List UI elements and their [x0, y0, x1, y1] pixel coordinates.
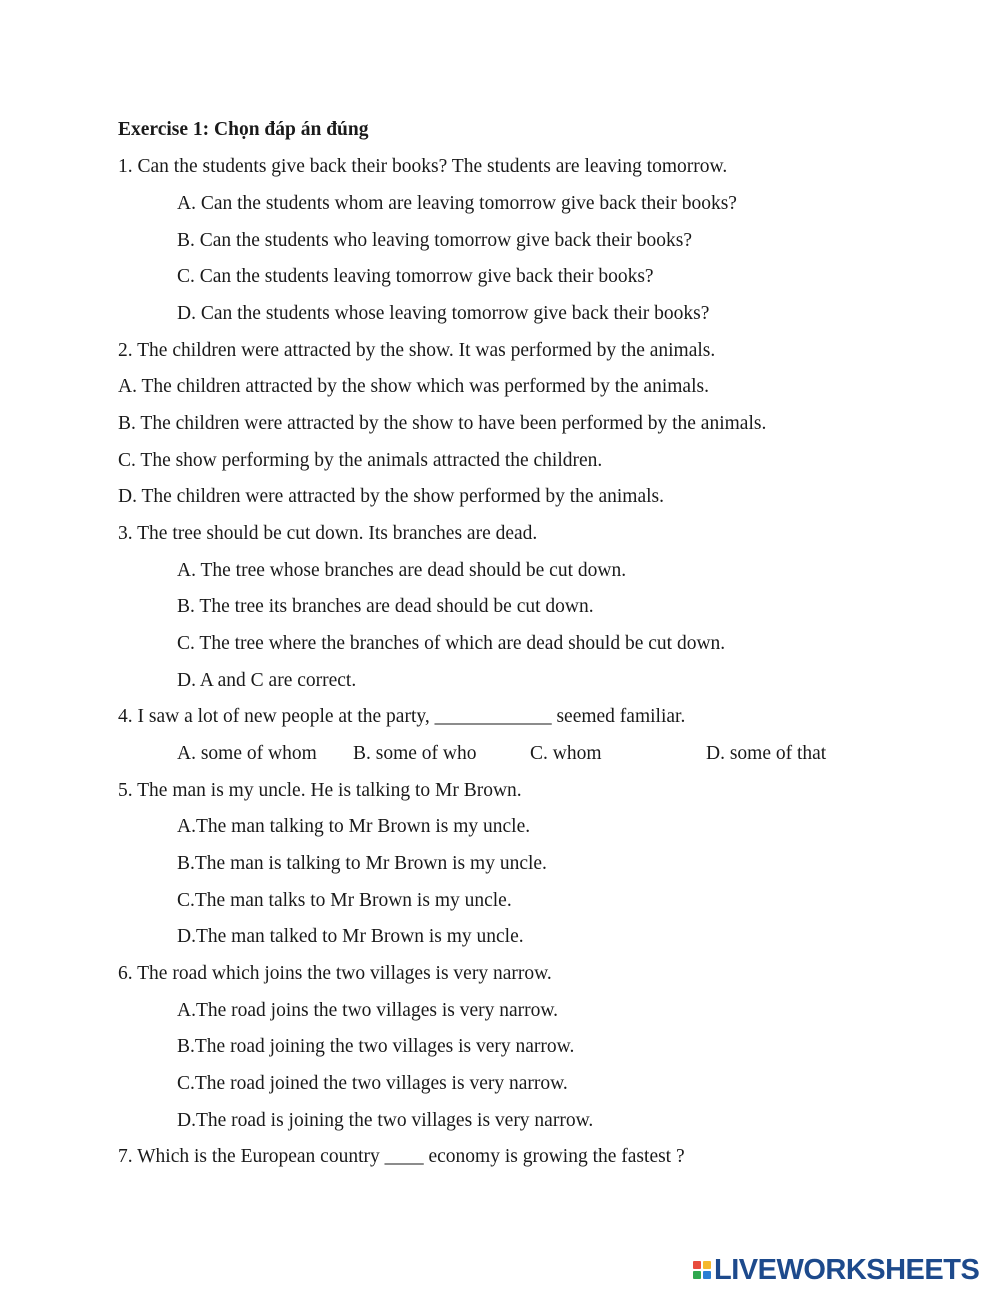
question-3-option-d[interactable]: D. A and C are correct. [177, 670, 357, 691]
question-4-option-d[interactable]: D. some of that [706, 743, 827, 764]
question-3-option-a[interactable]: A. The tree whose branches are dead should be cut down. [177, 560, 627, 581]
question-6-option-d[interactable]: D.The road is joining the two villages is very narrow. [177, 1110, 594, 1131]
question-4-stem: 4. I saw a lot of new people at the party, ____________ seemed familiar. [118, 706, 686, 727]
question-5-option-b[interactable]: B.The man is talking to Mr Brown is my uncle. [177, 853, 547, 874]
question-6-option-c[interactable]: C.The road joined the two villages is very narrow. [177, 1073, 568, 1094]
question-1-option-b[interactable]: B. Can the students who leaving tomorrow give back their books? [177, 230, 693, 251]
question-4-options [0, 742, 1000, 766]
question-2-option-a[interactable]: A. The children attracted by the show which was performed by the animals. [118, 376, 709, 397]
question-5-stem: 5. The man is my uncle. He is talking to Mr Brown. [118, 780, 522, 801]
logo-text: LIVEWORKSHEETS [714, 1254, 980, 1286]
question-3-stem: 3. The tree should be cut down. Its branches are dead. [118, 523, 538, 544]
question-1-option-d[interactable]: D. Can the students whose leaving tomorrow give back their books? [177, 303, 710, 324]
question-3-option-b[interactable]: B. The tree its branches are dead should be cut down. [177, 596, 594, 617]
question-3-option-c[interactable]: C. The tree where the branches of which are dead should be cut down. [177, 633, 726, 654]
exercise-title: Exercise 1: Chọn đáp án đúng [118, 119, 369, 140]
question-2-option-b[interactable]: B. The children were attracted by the show to have been performed by the animals. [118, 413, 767, 434]
question-6-stem: 6. The road which joins the two villages is very narrow. [118, 963, 552, 984]
question-1-option-a[interactable]: A. Can the students whom are leaving tomorrow give back their books? [177, 193, 737, 214]
question-2-option-c[interactable]: C. The show performing by the animals attracted the children. [118, 450, 603, 471]
question-4-option-c[interactable]: C. whom [530, 743, 602, 764]
question-5-option-d[interactable]: D.The man talked to Mr Brown is my uncle. [177, 926, 524, 947]
question-2-option-d[interactable]: D. The children were attracted by the show performed by the animals. [118, 486, 664, 507]
question-4-option-a[interactable]: A. some of whom [177, 743, 317, 764]
liveworksheets-logo[interactable] [693, 1255, 979, 1285]
question-7-stem: 7. Which is the European country ____ economy is growing the fastest ? [118, 1146, 685, 1167]
question-5-option-c[interactable]: C.The man talks to Mr Brown is my uncle. [177, 890, 512, 911]
liveworksheets-logo-icon [693, 1261, 711, 1279]
question-5-option-a[interactable]: A.The man talking to Mr Brown is my uncle. [177, 816, 531, 837]
question-4-option-b[interactable]: B. some of who [353, 743, 477, 764]
question-6-option-a[interactable]: A.The road joins the two villages is very narrow. [177, 1000, 559, 1021]
question-2-stem: 2. The children were attracted by the show. It was performed by the animals. [118, 340, 716, 361]
question-6-option-b[interactable]: B.The road joining the two villages is very narrow. [177, 1036, 575, 1057]
question-1-option-c[interactable]: C. Can the students leaving tomorrow give back their books? [177, 266, 654, 287]
question-1-stem: 1. Can the students give back their books? The students are leaving tomorrow. [118, 156, 728, 177]
